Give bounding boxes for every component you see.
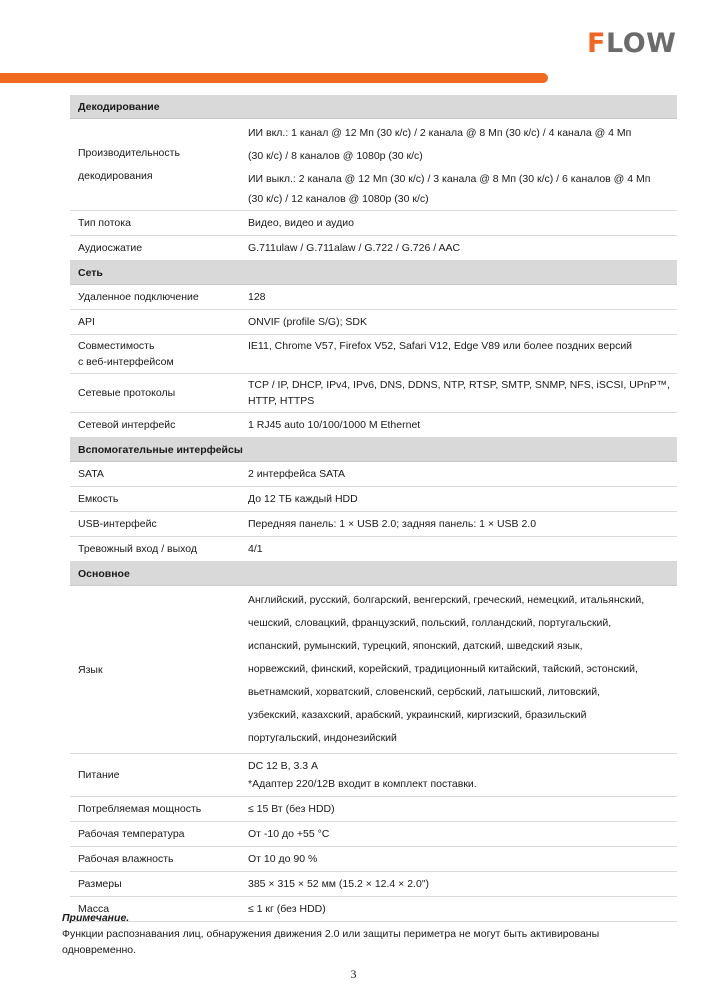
section-header-aux-interfaces bbox=[70, 438, 677, 462]
spec-label: Сетевые протоколы bbox=[70, 374, 244, 413]
table-row bbox=[70, 374, 677, 413]
table-row bbox=[70, 797, 677, 822]
value-line: норвежский, финский, корейский, традиционный китайский, тайский, эстонский, bbox=[248, 663, 638, 675]
spec-label: API bbox=[70, 310, 244, 335]
spec-value: 385 × 315 × 52 мм (15.2 × 12.4 × 2.0") bbox=[244, 872, 677, 897]
section-title: Основное bbox=[70, 562, 677, 586]
table-row bbox=[70, 119, 677, 211]
page-number: 3 bbox=[350, 967, 357, 981]
spec-label: USB-интерфейс bbox=[70, 512, 244, 537]
spec-value bbox=[244, 374, 677, 413]
value-line: вьетнамский, хорватский, словенский, сербский, латышский, литовский, bbox=[248, 686, 601, 698]
spec-value: 1 RJ45 auto 10/100/1000 M Ethernet bbox=[244, 413, 677, 438]
spec-value: ONVIF (profile S/G); SDK bbox=[244, 310, 677, 335]
flow-logo bbox=[587, 29, 676, 59]
value-line: чешский, словацкий, французский, польский, голландский, португальский, bbox=[248, 617, 612, 629]
spec-value: От 10 до 90 % bbox=[244, 847, 677, 872]
table-row bbox=[70, 310, 677, 335]
logo-lead-letter: F bbox=[587, 28, 606, 59]
table-row bbox=[70, 487, 677, 512]
label-line: Производительность bbox=[78, 146, 180, 159]
table-row bbox=[70, 586, 677, 754]
section-header-decoding bbox=[70, 95, 677, 119]
spec-label: Аудиосжатие bbox=[70, 236, 244, 261]
section-title: Сеть bbox=[70, 261, 677, 285]
value-line: узбекский, казахский, арабский, украинский, киргизский, бразильский bbox=[248, 709, 587, 721]
value-line: ИИ вкл.: 1 канал @ 12 Мп (30 к/с) / 2 канала @ 8 Мп (30 к/с) / 4 канала @ 4 Мп bbox=[248, 127, 632, 139]
spec-label bbox=[70, 119, 244, 211]
table-row bbox=[70, 754, 677, 797]
spec-label: Рабочая влажность bbox=[70, 847, 244, 872]
spec-value bbox=[244, 119, 677, 211]
spec-label: Тревожный вход / выход bbox=[70, 537, 244, 562]
table-row bbox=[70, 335, 677, 374]
section-title: Вспомогательные интерфейсы bbox=[70, 438, 677, 462]
spec-label bbox=[70, 335, 244, 374]
spec-label: Сетевой интерфейс bbox=[70, 413, 244, 438]
label-line: декодирования bbox=[78, 169, 153, 182]
value-line: Английский, русский, болгарский, венгерский, греческий, немецкий, итальянский, bbox=[248, 594, 645, 606]
spec-value: Видео, видео и аудио bbox=[244, 211, 677, 236]
value-line: (30 к/с) / 12 каналов @ 1080p (30 к/с) bbox=[248, 193, 429, 205]
value-line: *Адаптер 220/12В входит в комплект поставки. bbox=[248, 778, 477, 790]
spec-label: SATA bbox=[70, 462, 244, 487]
spec-label: Потребляемая мощность bbox=[70, 797, 244, 822]
spec-value: Передняя панель: 1 × USB 2.0; задняя панель: 1 × USB 2.0 bbox=[244, 512, 677, 537]
table-row bbox=[70, 537, 677, 562]
spec-value bbox=[244, 586, 677, 754]
table-row bbox=[70, 211, 677, 236]
value-line: ИИ выкл.: 2 канала @ 12 Мп (30 к/с) / 3 канала @ 8 Мп (30 к/с) / 6 каналов @ 4 Мп bbox=[248, 173, 651, 185]
table-row bbox=[70, 512, 677, 537]
spec-value: ≤ 1 кг (без HDD) bbox=[244, 897, 677, 922]
note-text: Функции распознавания лиц, обнаружения движения 2.0 или защиты периметра не могут быть активированы одновременно. bbox=[62, 928, 600, 956]
note-title: Примечание. bbox=[62, 912, 130, 924]
value-line: (30 к/с) / 8 каналов @ 1080p (30 к/с) bbox=[248, 150, 423, 162]
table-row bbox=[70, 872, 677, 897]
table-row bbox=[70, 413, 677, 438]
value-line: HTTP, HTTPS bbox=[248, 395, 315, 407]
spec-table bbox=[70, 95, 677, 922]
spec-value: ≤ 15 Вт (без HDD) bbox=[244, 797, 677, 822]
section-header-network bbox=[70, 261, 677, 285]
label-line: с веб-интерфейсом bbox=[78, 356, 174, 368]
section-header-general bbox=[70, 562, 677, 586]
value-line: TCP / IP, DHCP, IPv4, IPv6, DNS, DDNS, NTP, RTSP, SMTP, SNMP, NFS, iSCSI, UPnP™, bbox=[248, 379, 671, 391]
spec-value: IE11, Chrome V57, Firefox V52, Safari V12, Edge V89 или более поздних версий bbox=[244, 335, 677, 374]
spec-label: Язык bbox=[70, 586, 244, 754]
table-row bbox=[70, 285, 677, 310]
spec-value: G.711ulaw / G.711alaw / G.722 / G.726 / AAC bbox=[244, 236, 677, 261]
spec-value: 2 интерфейса SATA bbox=[244, 462, 677, 487]
spec-label: Рабочая температура bbox=[70, 822, 244, 847]
value-line: португальский, индонезийский bbox=[248, 732, 397, 744]
section-title: Декодирование bbox=[70, 95, 677, 119]
spec-value: От -10 до +55 °C bbox=[244, 822, 677, 847]
spec-value bbox=[244, 754, 677, 797]
footnote bbox=[62, 910, 662, 958]
spec-value: До 12 ТБ каждый HDD bbox=[244, 487, 677, 512]
spec-label: Тип потока bbox=[70, 211, 244, 236]
table-row bbox=[70, 236, 677, 261]
header-accent-bar bbox=[0, 73, 548, 83]
value-line: DC 12 В, 3.3 А bbox=[248, 760, 319, 772]
label-line: Совместимость bbox=[78, 340, 155, 352]
table-row bbox=[70, 822, 677, 847]
spec-label: Удаленное подключение bbox=[70, 285, 244, 310]
logo-rest-letters: LOW bbox=[605, 28, 677, 59]
spec-label: Размеры bbox=[70, 872, 244, 897]
spec-value: 4/1 bbox=[244, 537, 677, 562]
spec-label: Питание bbox=[70, 754, 244, 797]
table-row bbox=[70, 847, 677, 872]
table-row bbox=[70, 462, 677, 487]
value-line: испанский, румынский, турецкий, японский, датский, шведский язык, bbox=[248, 640, 583, 652]
spec-value: 128 bbox=[244, 285, 677, 310]
spec-label: Масса bbox=[70, 897, 244, 922]
spec-label: Емкость bbox=[70, 487, 244, 512]
